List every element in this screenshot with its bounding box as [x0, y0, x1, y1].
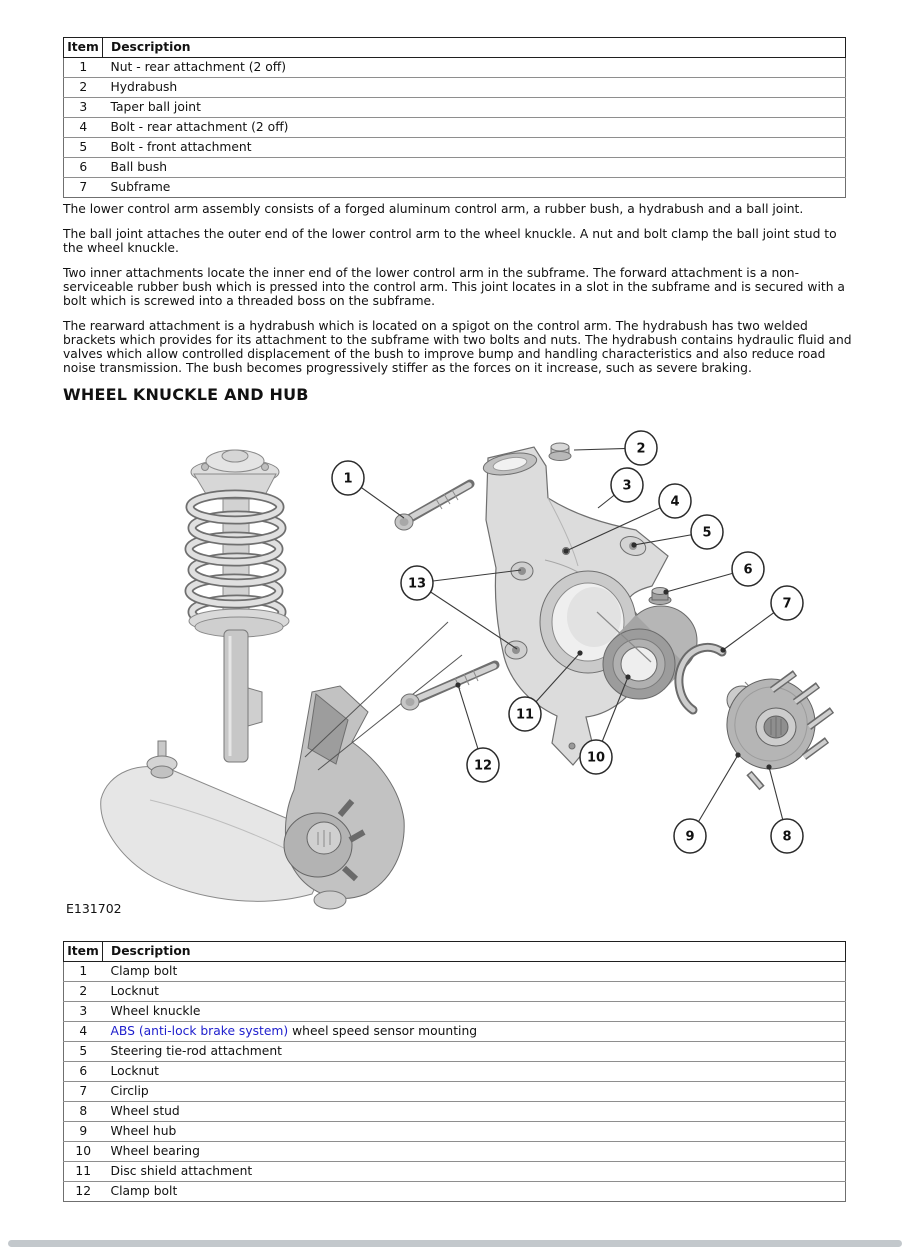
item-number: 5	[79, 1044, 88, 1058]
table-row	[64, 1022, 846, 1042]
parts-table-top-body	[64, 58, 846, 198]
item-number: 3	[79, 1004, 88, 1018]
item-number: 8	[79, 1104, 88, 1118]
paragraph-ball-joint: The ball joint attaches the outer end of the lower control arm to the wheel knuckle. A nut and bolt clamp the ball joint stud to the wheel knuckle.	[63, 227, 837, 255]
item-number: 4	[79, 120, 88, 134]
callout-number-5: 5	[702, 525, 712, 541]
parts-table-bottom-body	[64, 962, 846, 1202]
item-description: Wheel hub	[110, 1124, 177, 1138]
description-column-header: Description	[103, 38, 846, 58]
item-number: 6	[79, 1064, 88, 1078]
circlip	[679, 647, 722, 710]
table-row	[64, 1062, 846, 1082]
exploded-diagram	[0, 420, 910, 920]
item-description: Circlip	[110, 1084, 149, 1098]
callout-leader-dot	[663, 589, 668, 594]
item-number: 4	[79, 1024, 88, 1038]
callout-leader-dot	[766, 764, 771, 769]
item-description: Ball bush	[110, 160, 168, 174]
item-number: 12	[75, 1184, 92, 1198]
locknut-upper	[549, 443, 571, 461]
table-header-row	[64, 38, 846, 58]
callout-number-10: 10	[586, 750, 606, 766]
table-row	[64, 1082, 846, 1102]
item-description: Wheel bearing	[110, 1144, 200, 1158]
item-number: 1	[79, 964, 88, 978]
callout-number-12: 12	[473, 758, 493, 774]
parts-table-bottom	[63, 941, 846, 1202]
item-description: Taper ball joint	[110, 100, 201, 114]
table-header-row	[64, 942, 846, 962]
item-description: Wheel stud	[110, 1104, 180, 1118]
table-row	[64, 138, 846, 158]
clamp-bolt-lower	[401, 665, 495, 710]
item-description: Bolt - rear attachment (2 off)	[110, 120, 289, 134]
item-description: Locknut	[110, 984, 159, 998]
item-description: Disc shield attachment	[110, 1164, 253, 1178]
table-row	[64, 1182, 846, 1202]
paragraph-inner-attachments: Two inner attachments locate the inner end of the lower control arm in the subframe. The forward attachment is a non-serviceable rubber bush which is pressed into the control arm. This joint locates in a slot in the subframe and is secured with a bolt which is screwed into a threaded boss on the subframe.	[63, 266, 845, 308]
item-description: Clamp bolt	[110, 964, 178, 978]
item-number: 7	[79, 180, 88, 194]
item-description: Bolt - front attachment	[110, 140, 252, 154]
callout-number-9: 9	[685, 829, 695, 845]
item-description: Hydrabush	[110, 80, 178, 94]
table-row	[64, 1122, 846, 1142]
table-row	[64, 118, 846, 138]
item-number: 9	[79, 1124, 88, 1138]
item-number: 11	[75, 1164, 92, 1178]
table-row	[64, 962, 846, 982]
callout-number-13: 13	[407, 576, 427, 592]
item-number: 1	[79, 60, 88, 74]
item-number: 2	[79, 80, 88, 94]
strut-assembly	[189, 450, 289, 762]
item-number: 7	[79, 1084, 88, 1098]
item-number: 5	[79, 140, 88, 154]
table-row	[64, 58, 846, 78]
callout-number-3: 3	[622, 478, 632, 494]
item-description: ABS (anti-lock brake system) wheel speed sensor mounting	[110, 1024, 478, 1038]
paragraph-lower-control-arm: The lower control arm assembly consists of a forged aluminum control arm, a rubber bush, a hydrabush and a ball joint.	[63, 202, 804, 216]
clamp-bolt-upper	[395, 484, 470, 530]
table-row	[64, 1102, 846, 1122]
table-row	[64, 158, 846, 178]
item-column-header: Item	[64, 38, 103, 58]
item-description: Nut - rear attachment (2 off)	[110, 60, 287, 74]
callout-leader-dot	[563, 548, 568, 553]
item-description: Steering tie-rod attachment	[110, 1044, 282, 1058]
horizontal-scrollbar-thumb[interactable]	[8, 1240, 902, 1247]
abs-link[interactable]: ABS (anti-lock brake system)	[110, 1024, 289, 1038]
paragraph-rearward-attachment: The rearward attachment is a hydrabush which is located on a spigot on the control arm. The hydrabush has two welded brackets which provides for its attachment to the subframe with two bolts and nuts. The hydrabush contains hydraulic fluid and valves which allow controlled displacement of the bush to improve bump and handling characteristics and also reduce road noise transmission. The bush becomes progressively stiffer as the forces on it increase, such as severe braking.	[63, 319, 852, 375]
callout-number-4: 4	[670, 494, 680, 510]
callout-number-8: 8	[782, 829, 792, 845]
callout-leader-dot	[631, 542, 636, 547]
figure-code: E131702	[66, 901, 122, 916]
item-number: 2	[79, 984, 88, 998]
callout-leader-dot	[625, 674, 630, 679]
callout-leader-dot	[735, 752, 740, 757]
table-row	[64, 1142, 846, 1162]
callout-leader-dot	[720, 647, 725, 652]
parts-table-top	[63, 37, 846, 198]
callout-number-1: 1	[343, 471, 353, 487]
table-row	[64, 982, 846, 1002]
body-text	[63, 202, 855, 402]
item-number: 6	[79, 160, 88, 174]
item-number: 3	[79, 100, 88, 114]
table-row	[64, 178, 846, 198]
item-number: 10	[75, 1144, 92, 1158]
item-column-header: Item	[64, 942, 103, 962]
description-column-header: Description	[103, 942, 846, 962]
table-row	[64, 78, 846, 98]
coil-spring	[189, 494, 282, 625]
table-row	[64, 1002, 846, 1022]
callout-number-11: 11	[515, 707, 535, 723]
table-row	[64, 1162, 846, 1182]
item-description: Wheel knuckle	[110, 1004, 201, 1018]
table-row	[64, 1042, 846, 1062]
wheel-hub	[717, 669, 832, 788]
item-description: Subframe	[110, 180, 171, 194]
table-row	[64, 98, 846, 118]
item-description: Clamp bolt	[110, 1184, 178, 1198]
callout-number-6: 6	[743, 562, 753, 578]
item-description: Locknut	[110, 1064, 159, 1078]
callout-leader-dot	[455, 682, 460, 687]
callout-number-2: 2	[636, 441, 646, 457]
callout-leader-dot	[577, 650, 582, 655]
callout-number-7: 7	[782, 596, 792, 612]
section-heading: WHEEL KNUCKLE AND HUB	[63, 385, 309, 404]
